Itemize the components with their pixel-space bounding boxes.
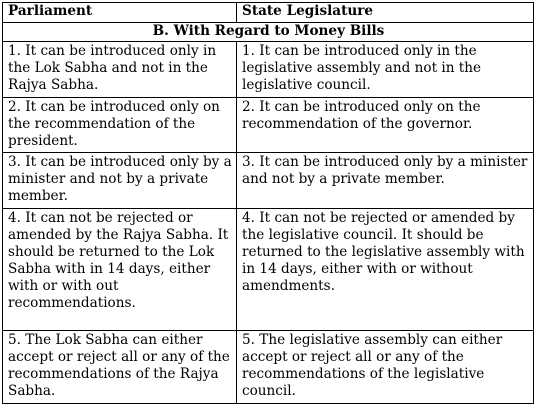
state-legislature-cell: 4. It can not be rejected or amended by the legislative council. It should be returned to the legislative assembly with in 14 days, either with or without amendments.: [237, 209, 534, 331]
table-row: [3, 98, 534, 153]
parliament-cell: 3. It can be introduced only by a minister and not by a private member.: [3, 153, 237, 209]
table-row: [3, 209, 534, 331]
comparison-table: [2, 2, 534, 404]
parliament-cell: 1. It can be introduced only in the Lok Sabha and not in the Rajya Sabha.: [3, 42, 237, 98]
state-legislature-cell: 3. It can be introduced only by a minister and not by a private member.: [237, 153, 534, 209]
section-title: B. With Regard to Money Bills: [3, 23, 534, 42]
parliament-cell: 4. It can not be rejected or amended by the Rajya Sabha. It should be returned to the Lok Sabha with in 14 days, either with or with out recommendations.: [3, 209, 237, 331]
table-row: [3, 331, 534, 404]
state-legislature-cell: 5. The legislative assembly can either accept or reject all or any of the recommendations of the legislative council.: [237, 331, 534, 404]
table-row: [3, 153, 534, 209]
state-legislature-cell: 1. It can be introduced only in the legislative assembly and not in the legislative council.: [237, 42, 534, 98]
table-row: [3, 42, 534, 98]
parliament-cell: 5. The Lok Sabha can either accept or reject all or any of the recommendations of the Rajya Sabha.: [3, 331, 237, 404]
header-parliament: Parliament: [3, 3, 237, 23]
header-row: [3, 3, 534, 23]
header-state-legislature: State Legislature: [237, 3, 534, 23]
section-row: [3, 23, 534, 42]
parliament-cell: 2. It can be introduced only on the recommendation of the president.: [3, 98, 237, 153]
state-legislature-cell: 2. It can be introduced only on the recommendation of the governor.: [237, 98, 534, 153]
